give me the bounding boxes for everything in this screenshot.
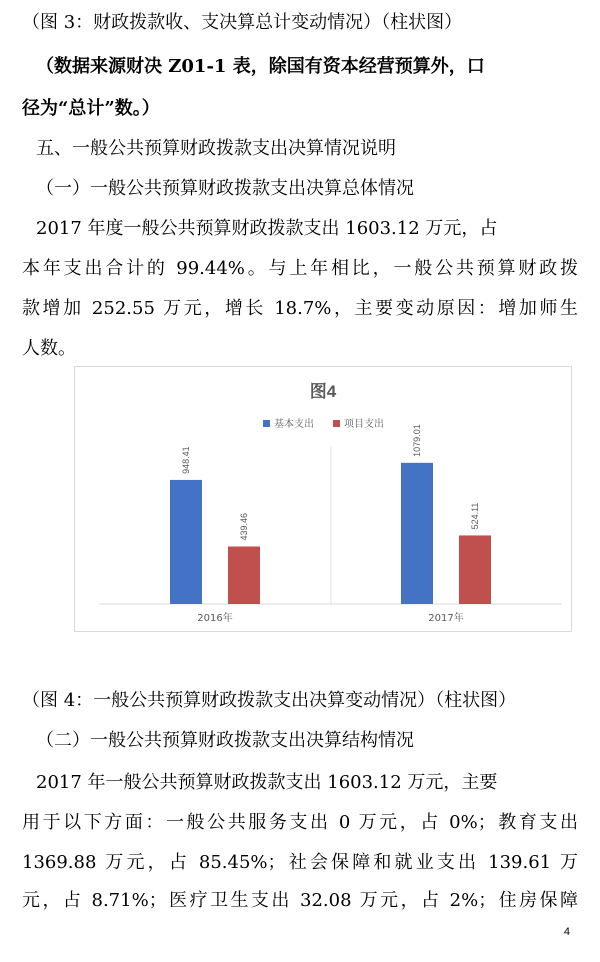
section5-heading: 五、一般公共预算财政拨款支出决算情况说明 [36,138,396,159]
paragraph1-line3: 款增加 252.55 万元，增长 18.7%，主要变动原因：增加师生 [22,298,578,319]
bar-project-2017年 [459,535,491,604]
category-label-2017年: 2017年 [428,613,464,624]
figure4-caption: （图 4：一般公共预算财政拨款支出决算变动情况）（柱状图） [22,690,517,711]
data-label-basic-2017年: 1079.01 [412,424,422,457]
paragraph2-line3: 1369.88 万元，占 85.45%；社会保障和就业支出 139.61 万 [22,852,578,873]
data-source-note-line2: 径为“总计”数。） [22,98,160,119]
bar-basic-2017年 [401,463,433,604]
paragraph1-line2: 本年支出合计的 99.44%。与上年相比，一般公共预算财政拨 [22,258,578,279]
chart-title: 图4 [309,382,337,401]
legend-swatch-1 [263,420,270,427]
paragraph2-line4: 元，占 8.71%；医疗卫生支出 32.08 万元，占 2%；住房保障 [22,890,578,911]
subsection2-heading: （二）一般公共预算财政拨款支出决算结构情况 [36,730,414,751]
subsection1-heading: （一）一般公共预算财政拨款支出决算总体情况 [36,178,414,199]
figure4-chart [74,366,572,632]
paragraph2-line1: 2017 年一般公共预算财政拨款支出 1603.12 万元，主要 [36,772,498,793]
data-source-note-line1: （数据来源财决 Z01-1 表，除国有资本经营预算外，口 [36,56,485,77]
data-label-basic-2016年: 948.41 [181,446,191,474]
data-label-project-2016年: 439.46 [239,512,249,541]
paragraph1-line4: 人数。 [22,338,76,359]
data-label-project-2017年: 524.11 [470,502,480,530]
page-number: 4 [563,926,570,938]
paragraph1-line1: 2017 年度一般公共预算财政拨款支出 1603.12 万元，占 [36,218,498,239]
paragraph2-line2: 用于以下方面：一般公共服务支出 0 万元，占 0%；教育支出 [22,812,578,833]
legend-swatch-2 [333,420,340,427]
legend-label-2: 项目支出 [344,419,384,430]
bar-basic-2016年 [170,480,202,604]
figure3-caption: （图 3：财政拨款收、支决算总计变动情况）（柱状图） [22,12,463,33]
chart-canvas [75,367,571,631]
legend-label-1: 基本支出 [274,419,314,430]
category-label-2016年: 2016年 [197,613,233,624]
bar-project-2016年 [228,547,260,604]
